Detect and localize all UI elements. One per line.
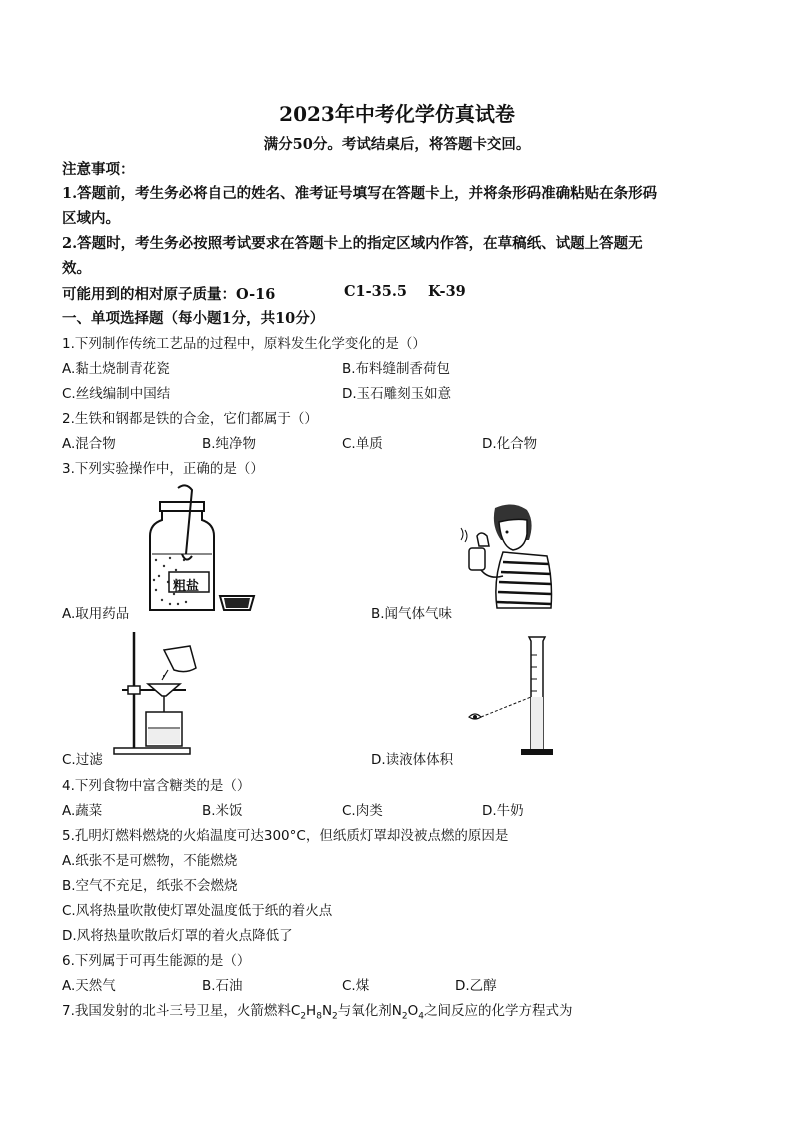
q2-stem: 2.生铁和钢都是铁的合金，它们都属于（）	[62, 411, 318, 427]
q5-option-b: B.空气不充足，纸张不会燃烧	[62, 878, 238, 894]
q7-text-6: 之间反应的化学方程式为	[424, 1003, 573, 1019]
q4-option-c: C.肉类	[342, 803, 383, 819]
page-subtitle: 满分50分。考试结桌后，将答题卡交回。	[263, 136, 531, 153]
figure-take-reagent	[140, 484, 265, 616]
q6-option-d: D.乙醇	[455, 978, 497, 994]
atomic-mass-label: 可能用到的相对原子质量：O-16	[62, 286, 276, 303]
notice-item1-line1: 1.答题前，考生务必将自己的姓名、准考证号填写在答题卡上，并将条形码准确粘贴在条形码	[62, 185, 658, 202]
figure-read-volume	[465, 635, 560, 760]
notice-heading: 注意事项：	[62, 161, 135, 178]
notice-item2-line1: 2.答题时，考生务必按照考试要求在答题卡上的指定区域内作答，在草稿纸、试题上答题无	[62, 235, 643, 252]
q5-option-d: D.风将热量吹散后灯罩的着火点降低了	[62, 928, 293, 944]
q3-option-d: D.读液体体积	[371, 752, 454, 768]
q1-option-a: A.黏土烧制青花瓷	[62, 361, 170, 377]
q7-sub-2: 8	[316, 1011, 322, 1022]
q7-sub-4: 2	[401, 1011, 408, 1022]
q3-option-a: A.取用药品	[62, 606, 130, 622]
q1-option-d: D.玉石雕刻玉如意	[342, 386, 452, 402]
q3-stem: 3.下列实验操作中，正确的是（）	[62, 461, 264, 477]
q7-text-4: 与氧化剂N	[337, 1003, 402, 1019]
q1-option-b: B.布料缝制香荷包	[342, 361, 451, 377]
atomic-mass-cl: C1-35.5	[344, 283, 407, 300]
q2-option-b: B.纯净物	[202, 436, 257, 452]
q5-option-a: A.纸张不是可燃物，不能燃烧	[62, 853, 238, 869]
figure-smell-gas	[455, 500, 555, 610]
q4-stem: 4.下列食物中富含糖类的是（）	[62, 778, 251, 794]
q6-option-b: B.石油	[202, 978, 243, 994]
atomic-mass-k: K-39	[428, 283, 466, 300]
q7-sub-3: 2	[332, 1011, 338, 1022]
notice-item2-line2: 效。	[62, 260, 91, 277]
q6-option-c: C.煤	[342, 978, 370, 994]
q6-stem: 6.下列属于可再生能源的是（）	[62, 953, 251, 969]
notice-item1-line2: 区域内。	[62, 210, 120, 227]
jar-label: 粗盐	[173, 579, 200, 594]
q6-option-a: A.天然气	[62, 978, 116, 994]
section1-heading: 一、单项选择题（每小题1分，共10分）	[62, 310, 325, 327]
page-title: 2023年中考化学仿真试卷	[279, 102, 515, 126]
q4-option-d: D.牛奶	[482, 803, 524, 819]
q3-option-c: C.过滤	[62, 752, 103, 768]
q1-option-c: C.丝线编制中国结	[62, 386, 171, 402]
q4-option-b: B.米饭	[202, 803, 243, 819]
q3-option-b: B.闻气体气味	[371, 606, 453, 622]
q5-option-c: C.风将热量吹散使灯罩处温度低于纸的着火点	[62, 903, 333, 919]
q7-sub-5: 4	[418, 1011, 424, 1022]
q2-option-c: C.单质	[342, 436, 383, 452]
figure-filtration	[108, 632, 203, 757]
q4-option-a: A.蔬菜	[62, 803, 103, 819]
q2-option-a: A.混合物	[62, 436, 116, 452]
q2-option-d: D.化合物	[482, 436, 538, 452]
q7-text-3: N	[321, 1003, 333, 1019]
q1-stem: 1.下列制作传统工艺品的过程中，原料发生化学变化的是（）	[62, 336, 426, 352]
q5-stem: 5.孔明灯燃料燃烧的火焰温度可达300°C，但纸质灯罩却没被点燃的原因是	[62, 828, 509, 844]
q7-text-5: O	[407, 1003, 419, 1019]
q7-sub-1: 2	[300, 1011, 307, 1022]
q7-stem	[62, 999, 573, 1022]
q7-text-1: 7.我国发射的北斗三号卫星，火箭燃料C	[62, 1003, 301, 1019]
q7-text-2: H	[306, 1003, 317, 1019]
